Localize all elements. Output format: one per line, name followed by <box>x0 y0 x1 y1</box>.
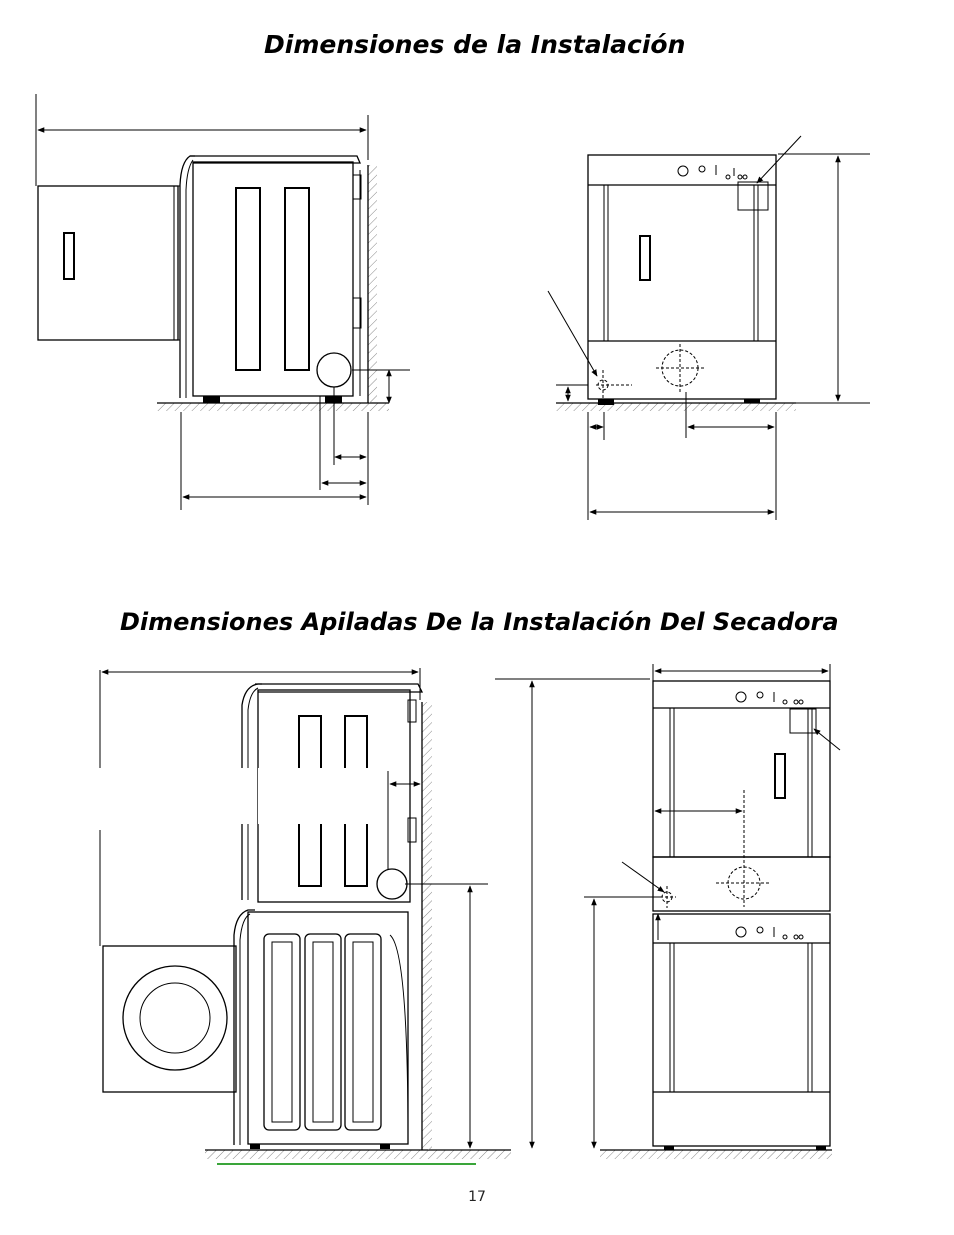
front-view-dryer <box>548 136 870 520</box>
page-number: 17 <box>468 1189 486 1205</box>
stacked-side-view <box>90 668 650 1159</box>
footer-rule <box>217 1163 476 1165</box>
page-title-stacked: Dimensiones Apiladas De la Instalación Del Secadora <box>120 608 839 636</box>
stacked-front-view <box>584 664 840 1159</box>
page-title-installation: Dimensiones de la Instalación <box>264 30 686 59</box>
side-view-dryer <box>36 94 410 510</box>
